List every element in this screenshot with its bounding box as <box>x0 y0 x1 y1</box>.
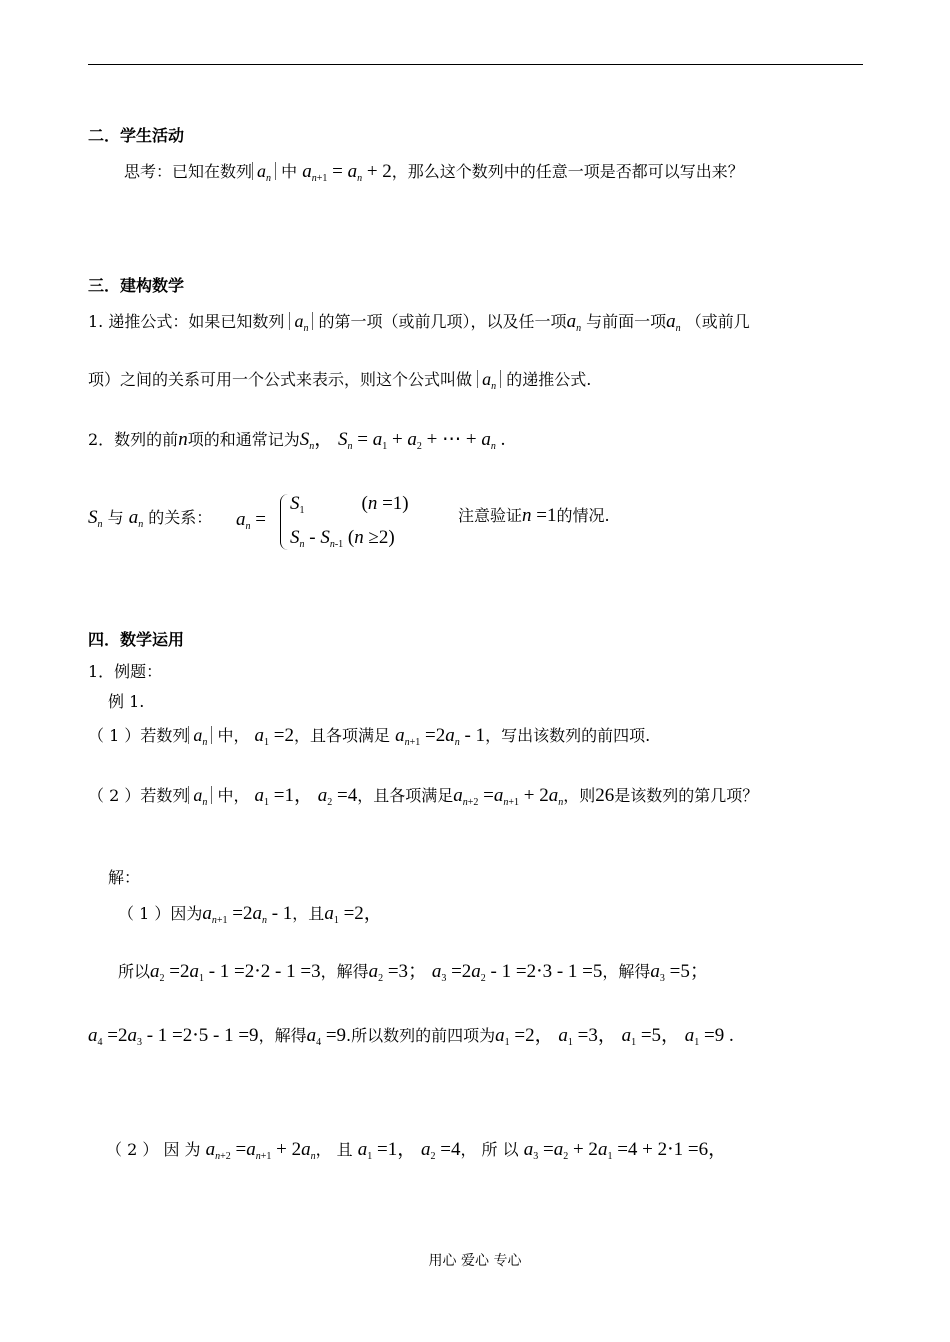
solution-2: （ 2 ） 因 为 $a_{n+2} =a_{n+1} + 2a_n$， 且 $a_1 =1$， $a_2 =4$， 所 以 $a_3 =a_2 + 2a_1 =4 + 2\cdot 1 =6$， <box>106 1139 728 1162</box>
question-2: （ 2 ）若数列 $a_n$ 中， $a_1 =1$， $a_2 =4$，且各项满足$a_{n+2} =a_{n+1} + 2a_n$，则26是该数列的第几项？ <box>88 785 759 808</box>
solution-1-given: （ 1 ）因为$a_{n+1} =2a_n - 1$，且$a_1 =2$， <box>118 903 383 926</box>
verify-note: 注意验证n =1的情况. <box>458 505 610 526</box>
sum-definition: 2．数列的前n项的和通常记为$S_n$， $S_n = a_1 + a_2$ + ⋯ + $a_n$ . <box>88 429 506 452</box>
piecewise-brace <box>280 494 289 550</box>
recurrence-definition-line1: 1. 递推公式：如果已知数列 $a_n$ 的第一项（或前几项），以及任一项$a_n$ 与前面一项$a_n$ （或前几 <box>88 311 750 334</box>
piecewise-case-2: $S_n - S_{n-1}$ (n ≥2) <box>290 527 395 550</box>
examples-heading: 1．例题： <box>88 662 163 681</box>
piecewise-lhs: $a_n$ = <box>236 509 266 532</box>
section-title-4: 四．数学运用 <box>88 630 185 649</box>
example-1-label: 例 1. <box>108 692 145 711</box>
section-title-2: 二．学生活动 <box>88 126 185 145</box>
page-footer: 用心 爱心 专心 <box>428 1253 522 1269</box>
header-rule <box>88 64 863 65</box>
solution-label: 解： <box>108 868 141 887</box>
section-title-3: 三．建构数学 <box>88 276 185 295</box>
recurrence-definition-line2: 项）之间的关系可用一个公式来表示，则这个公式叫做 $a_n$ 的递推公式. <box>88 369 592 392</box>
sn-an-relation-label: $S_n$ 与 $a_n$ 的关系： <box>88 507 213 530</box>
piecewise-case-1: $S_1$ (n =1) <box>290 493 409 516</box>
think-question: 思考：已知在数列 $a_n$ 中 $a_{n+1} = a_n + 2$，那么这个数列中的任意一项是否都可以写出来？ <box>124 161 744 184</box>
question-1: （ 1 ）若数列 $a_n$ 中， $a_1 =2$，且各项满足 $a_{n+1} =2a_n - 1$，写出该数列的前四项. <box>88 725 651 748</box>
solution-1-result: $a_4 =2a_3 - 1 =2\cdot 5 - 1 =9$，解得$a_4 =9$.所以数列的前四项为$a_1 =2$， $a_1 =3$， $a_1 =5$， $a_1 =9$ . <box>88 1025 734 1048</box>
solution-1-steps: 所以$a_2 =2a_1 - 1 =2\cdot 2 - 1 =3$，解得$a_2 =3$； $a_3 =2a_2 - 1 =2\cdot 3 - 1 =5$，解得$a_3 =5$； <box>118 961 709 984</box>
